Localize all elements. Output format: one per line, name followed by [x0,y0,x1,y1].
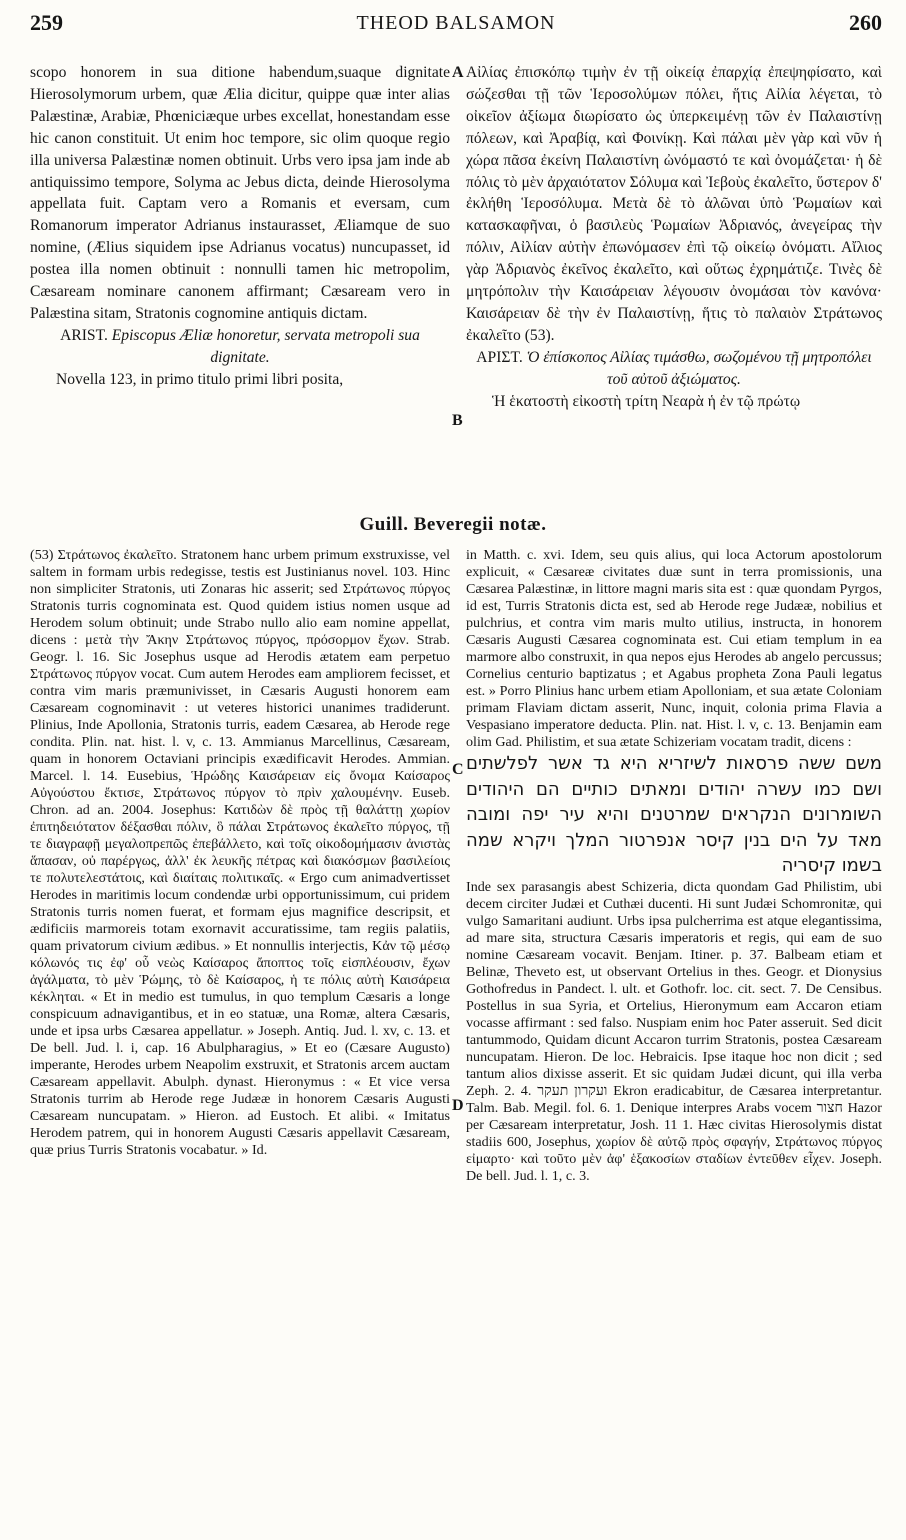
notes-right-column [466,547,882,1185]
page-header [30,10,882,40]
greek-arist-head: ΑΡΙΣΤ. [476,348,523,366]
notes-title: Guill. Beveregii notæ. [359,514,547,535]
latin-paragraph: scopo honorem in sua ditione habendum,suaque dignitate Hierosolymorum urbem, quæ Ælia dicitur, quippe quæ inter alias Palæstinæ, Arabiæ, Phœniciæque urbes excellat, honestandam esse hic canon constituit. Ut enim hoc tempore, sic olim quoque regio illa universa Palæstinæ nomen obtinuit. Urbs vero ipsa jam inde ab antiquissimo tempore, Solyma ac Jebus dicta, deinde Hierosolyma appellata fuit. Captam vero a Romanis et eversam, cum Romanorum imperator Adrianus instaurasset, Æliamque de suo nomine, (Ælius siquidem ipse Adrianus vocatus) nuncupasset, id postea illa nomen obtinuit : nonnulli tamen hic metropolim, Cæsaream nominare canonem affirmant; Cæsaream vero in Palæstina sitam, Stratonis cognomine antiquis dictam. [30,64,450,322]
margin-letter-b: B [452,412,463,429]
note-paragraph-continued: in Matth. c. xvi. Idem, seu quis alius, qui loca Actorum apostolorum explicuit, « Cæsareæ civitates duæ sunt in terra promissionis, una Cæsarea Palæstinæ, in littore magni maris sita est : quæ quondam Pyrgos, id est, Turris Stratonis dicta est, sed ab Herode rege Judææ, nobilius et pulchrius, et contra vim maris multo utilius, instructa, in honorem Cæsaris Augusti Cæsarea cognominata est. Cui etiam templum in ea marmore albo construxit, in qua nepos ejus Herodes ab angelo percussus; Cornelius centurio baptizatus ; et Agabus propheta Zona Pauli legatus est. » Porro Plinius hanc urbem etiam Apolloniam, et sua ætate Coloniam primam Flaviam dictam asserit, Nunc, inquit, colonia prima Flavia a Vespasiano imperatore deducta. Plin. nat. Hist. l. v, c. 13. Benjamin eam olim Gad. Philistim, et sua ætate Schizeriam vocatam tradit, dicens : [466,547,882,750]
greek-arist-text: Ὁ ἐπίσκοπος Αἰλίας τιμάσθω, σωζομένου τῇ μητροπόλει τοῦ αὐτοῦ ἀξιώματος. [526,348,872,388]
greek-text-column [466,62,882,413]
latin-novella-line: Novella 123, in primo titulo primi libri posita, [56,370,344,388]
running-title: THEOD BALSAMON [356,12,556,34]
margin-letter-a: A [452,64,464,81]
note-paragraph: (53) Στράτωνος ἐκαλεῖτο. Stratonem hanc urbem primum exstruxisse, vel saltem in formam urbis redegisse, testis est Justinianus novel. 103. Hinc non simpliciter Stratonis, uti Zonaras hic asserit; sed Στράτωνος πύργος Stratonis turris cognominata est. Quod quidem istius nomen usque ad Herodem solum obtinuit; unde Strabo nullo alio eam nomine appellat, dicens : μετὰ τὴν Ἄκην Στράτωνος πύργος, πρόσορμον ἔχων. Strab. Geogr. l. 16. Sic Josephus usque ad Herodis ætatem eam perpetuo Στράτωνος πύργον vocat. Cum autem Herodes eam ampliorem fecisset, et contra vim maris præmunivisset, in Cæsaris Augusti honorem eam Cæsaream cognominavit : ut veteres historici unanimes tradiderunt. Plinius, Inde Apollonia, Stratonis turris, eadem Cæsarea, ab Herode rege condita. Plin. nat. hist. l. v, c. 13. Ammianus Marcellinus, Cæsaream, quam in honorem Octaviani principis exædificavit Herodes. Ammian. Marcel. l. 14. Eusebius, Ἡρώδης Καισάρειαν εἰς ὄνομα Καίσαρος Αὐγούστου ἔκτισε, Στράτωνος πύργον τὸ πρὶν χαλουμένην. Euseb. Chron. ad an. 2004. Josephus: Κατιδὼν δὲ πρὸς τῇ θαλάττῃ χωρίον ἐπιτηδειότατον δέξασθαι πόλιν, ὃ πάλαι Στράτωνος ἐκαλεῖτο πύργος, τῇ τε διαγραφῇ μεγαλοπρεπῶς ἐπεβάλλετο, καὶ τοῖς οἰκοδομήμασιν ἀνιστὰς ἅπασαν, οὐ παρέργως, ἀλλ' ἐκ λευκῆς πέτρας καὶ διακόσμων βασιλείοις τε πολυτελεστάτοις, καὶ διαίταις πολιτικαῖς. « Ergo cum animadvertisset Herodes in maritimis locum condendæ urbi opportunissimum, cui pridem Stratonis turris nomen fuerat, et formam ejus magnifice descripsit, et ædificiis marmoreis totam exornavit accuratissime, tam regiis palatiis, quam privatorum civium ædibus. » Et nonnullis interjectis, Κἀν τῷ μέσῳ κόλωνός τις ἐφ' οὗ νεὼς Καίσαρος ἄποπτος τοῖς εἰσπλέουσιν, ἔχων ἀγάλματα, τὸ μὲν Ῥώμης, τὸ δὲ Καίσαρος, ἡ τε πόλις αὐτὴ Καισάρεια κέκληται. « Et in medio est tumulus, in quo templum Cæsaris a longe conspicuum adnavigantibus, et in eo statuæ, una Romæ, altera Cæsaris, unde et ipsa urbs Cæsarea appellatur. » Joseph. Antiq. Jud. l. xv, c. 13. et De bell. Jud. l. i, cap. 16 Abulpharagius, » Et eo (Cæsare Augusto) imperante, Herodes urbem Neapolim exstruxit, et Stratonis arcem auctam Cæsaream appellavit. Abulph. dynast. Hieronymus : « Et vice versa Stratonis turrim ab Herode rege Judææ in honorem Cæsaris Augusti Cæsaream nuncupatam. » Hieron. ad Eustoch. Et alibi. « Imitatus Herodem patrem, qui in honorem Augusti Cæsaris appellavit Cæsaream, quæ prius Turris Stratonis vocabatur. » Id. [30,547,450,1158]
hebrew-quotation: משם ששה פרסאות לשיזריא היא גד אשר לפלשתים ושם כמו עשרה יהודים ומאתים כותיים הם היהודים השומרונים הנקראים שמרטנים והיא עיר יפה ומובה מאד על הים בנין קיסר אנפרטור המלך ויקרא שמה בשמו קיסריה [466,753,882,876]
margin-letter-c: C [452,761,464,778]
greek-arist-paragraph [466,347,882,391]
latin-arist-head: ARIST. [60,326,108,344]
latin-arist-text: Episcopus Æliæ honoretur, servata metropoli sua dignitate. [111,326,420,366]
latin-translation-column [30,62,450,391]
greek-novella-line: Ἡ ἑκατοστὴ εἰκοστὴ τρίτη Νεαρὰ ἡ ἐν τῷ πρώτῳ [492,392,801,410]
notes-left-column [30,547,450,1159]
latin-arist-paragraph [30,325,450,369]
page-number-right: 260 [849,10,882,35]
greek-paragraph: Αἰλίας ἐπισκόπῳ τιμὴν ἐν τῇ οἰκείᾳ ἐπαρχίᾳ ἐπεψηφίσατο, καὶ σώζεσθαι τῇ τῶν Ἱεροσολύμων πόλει, ἥτις Αἰλία λέγεται, τὸ οἰκεῖον ἀξίωμα διωρίσατο ὡς ὑπερκειμένῃ τῶν ἐν Παλαιστίνῃ πόλεων, καὶ Ἀραβίᾳ, καὶ Φοινίκῃ. Καὶ πάλαι μὲν γὰρ καὶ νῦν ἡ χώρα πᾶσα ἐκείνη Παλαιστίνη ὠνόμαστό τε καὶ ὀνομάζεται· ἡ δὲ πόλις τὸ μὲν ἀρχαιότατον Σόλυμα καὶ Ἰεβοὺς ἐκαλεῖτο, ὕστερον δ' ἐκλήθη Ἱεροσόλυμα. Μετὰ δὲ τὸ ἁλῶναι ὑπὸ Ῥωμαίων καὶ κατασκαφῆναι, ὁ βασιλεὺς Ῥωμαίων Ἀδριανός, ἀνεγείρας τὴν πόλιν, Αἰλίαν αὐτὴν ἐπωνόμασεν ἐπὶ τῷ οἰκείῳ ὀνόματι. Αἴλιος γὰρ Ἀδριανὸς ἐκεῖνος ἐκαλεῖτο, καὶ οὕτως ἐχρημάτιζε. Τινὲς δὲ μητρόπολιν τὴν Καισάρειαν λέγουσιν ὀνομάσαι τὸν κανόνα· Καισάρειαν δὲ τὴν ἐν Παλαιστίνῃ, ἥτις τὸ παλαιὸν Στράτωνος ἐκαλεῖτο (53). [466,64,882,344]
margin-letter-d: D [452,1097,464,1114]
page-number-left: 259 [30,10,63,35]
note-paragraph-translation: Inde sex parasangis abest Schizeria, dicta quondam Gad Philistim, ubi decem circiter Judæi et Cuthæi ducenti. Hi sunt Judæi Schomronitæ, qui vulgo Samaritani audiunt. Urbs ipsa pulcherrima est atque elegantissima, ad mare sita, structura Cæsaris imperatoris et regis, qui eam de suo nomine Cæsaream vocavit. Benjam. Itiner. p. 37. Balbeam etiam et Belinæ, Theveto est, ut observant Ortelius in thes. Geogr. et Dionysius Gothofredus in Pandect. l. ult. et Gothofr. loc. cit. sect. 7. De Censibus. Postellus in sua Syria, et Ortelius, Hieronymum eam Accaron etiam vocasse affirmant : sed falso. Nuspiam enim hoc Pater asseruit. Sed dicit tantummodo, Quidam dicunt Accaron turrim Stratonis, postea Cæsaream nuncupatam. Hieron. De loc. Hebraicis. Ipse itaque hoc non dicit ; sed tantum alios dixisse asserit. Et sic quidam Judæi dicunt, qui illa verba Zeph. 2. 4. ועקרון תעקר Ekron eradicabitur, de Cæsarea interpretantur. Talm. Bab. Megil. fol. 6. 1. Denique interpres Arabs vocem חצור Hazor per Cæsaream interpretatur, Josh. 11 1. Hæc civitas Hierosolymis distat stadiis 600, Josephus, χωρίον δὲ αὐτῷ πρὸς σφαγήν, Στράτωνος πύργος εἰμαρτο· καὶ τοῦτο μὲν ἀφ' ἑξακοσίων σταδίων ἐντεῦθεν εἶχεν. Joseph. De bell. Jud. l. 1, c. 3. [466,878,882,1184]
